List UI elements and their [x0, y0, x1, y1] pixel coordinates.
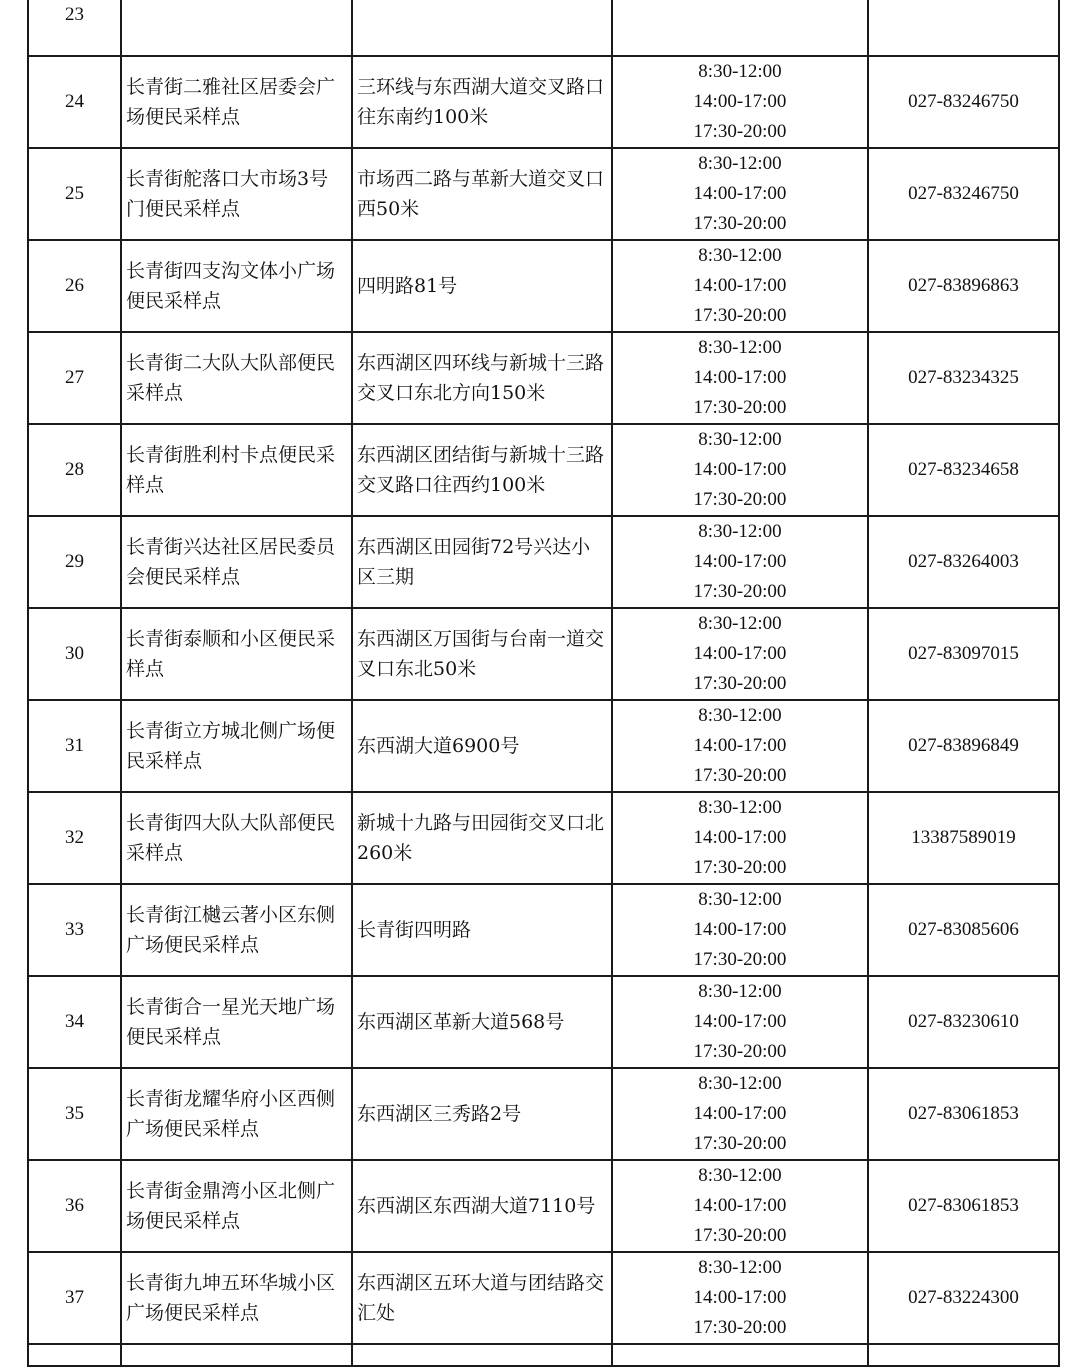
table-row	[28, 1160, 1059, 1252]
hours-slot: 8:30-12:00	[698, 1165, 782, 1186]
row-number: 30	[28, 608, 121, 700]
hours-slot: 17:30-20:00	[693, 213, 787, 234]
hours-slot: 8:30-12:00	[698, 613, 782, 634]
contact-phone: 027-83896849	[868, 700, 1059, 792]
sampling-sites-table	[27, 0, 1060, 1367]
site-name-text: 长青街九坤五环华城小区广场便民采样点	[126, 1272, 336, 1324]
hours-slot: 14:00-17:00	[693, 275, 787, 296]
hours-slot: 8:30-12:00	[698, 521, 782, 542]
table-row	[28, 424, 1059, 516]
empty-cell	[612, 1344, 868, 1366]
contact-phone: 027-83224300	[868, 1252, 1059, 1344]
table-row	[28, 608, 1059, 700]
hours-slot: 17:30-20:00	[693, 489, 787, 510]
table-body	[28, 0, 1059, 1366]
site-address	[352, 332, 612, 424]
contact-phone: 027-83246750	[868, 148, 1059, 240]
site-address	[352, 1252, 612, 1344]
site-name-text: 长青街四支沟文体小广场便民采样点	[126, 260, 336, 312]
site-name-text: 长青街金鼎湾小区北侧广场便民采样点	[126, 1180, 336, 1232]
table-row	[28, 1252, 1059, 1344]
site-name-text: 长青街合一星光天地广场便民采样点	[126, 996, 336, 1048]
hours-slot: 8:30-12:00	[698, 153, 782, 174]
contact-phone: 027-83234325	[868, 332, 1059, 424]
site-address-text: 东西湖区三秀路2号	[357, 1103, 522, 1125]
site-address-text: 东西湖区团结街与新城十三路交叉路口往西约100米	[357, 444, 605, 496]
site-name-text: 长青街四大队大队部便民采样点	[126, 812, 336, 864]
hours-slot: 17:30-20:00	[693, 397, 787, 418]
site-name	[121, 792, 352, 884]
hours-slot: 17:30-20:00	[693, 581, 787, 602]
site-name-text: 长青街龙耀华府小区西侧广场便民采样点	[126, 1088, 336, 1140]
site-address	[352, 700, 612, 792]
row-number: 31	[28, 700, 121, 792]
site-name	[121, 516, 352, 608]
site-address	[352, 240, 612, 332]
hours-slot: 17:30-20:00	[693, 1317, 787, 1338]
site-address-text: 东西湖区四环线与新城十三路交叉口东北方向150米	[357, 352, 605, 404]
empty-cell	[121, 1344, 352, 1366]
site-name-text: 长青街二大队大队部便民采样点	[126, 352, 336, 404]
site-name-text: 长青街二雅社区居委会广场便民采样点	[126, 76, 336, 128]
hours-slot: 14:00-17:00	[693, 1011, 787, 1032]
site-address-text: 东西湖区万国街与台南一道交叉口东北50米	[357, 628, 605, 680]
contact-phone: 027-83246750	[868, 56, 1059, 148]
site-name	[121, 608, 352, 700]
table-row	[28, 148, 1059, 240]
site-name-text: 长青街兴达社区居民委员会便民采样点	[126, 536, 336, 588]
service-hours	[612, 884, 868, 976]
hours-slot: 17:30-20:00	[693, 1041, 787, 1062]
hours-slot: 8:30-12:00	[698, 981, 782, 1002]
site-name-text: 长青街立方城北侧广场便民采样点	[126, 720, 336, 772]
service-hours	[612, 792, 868, 884]
hours-slot: 8:30-12:00	[698, 337, 782, 358]
hours-slot: 8:30-12:00	[698, 889, 782, 910]
hours-slot: 8:30-12:00	[698, 705, 782, 726]
contact-phone: 027-83264003	[868, 516, 1059, 608]
contact-phone: 027-83061853	[868, 1068, 1059, 1160]
site-address-text: 东西湖区革新大道568号	[357, 1011, 565, 1033]
hours-slot: 14:00-17:00	[693, 459, 787, 480]
hours-slot: 17:30-20:00	[693, 121, 787, 142]
row-number: 24	[28, 56, 121, 148]
site-address-text: 东西湖区田园街72号兴达小区三期	[357, 536, 591, 588]
row-number: 33	[28, 884, 121, 976]
table-row	[28, 0, 1059, 56]
site-name	[121, 424, 352, 516]
hours-slot: 14:00-17:00	[693, 1195, 787, 1216]
service-hours	[612, 700, 868, 792]
site-name	[121, 148, 352, 240]
row-number: 28	[28, 424, 121, 516]
table-row	[28, 792, 1059, 884]
empty-cell	[352, 1344, 612, 1366]
contact-phone: 027-83230610	[868, 976, 1059, 1068]
row-number: 23	[28, 0, 121, 56]
table-row	[28, 56, 1059, 148]
table-row	[28, 240, 1059, 332]
site-name	[121, 700, 352, 792]
site-address-text: 长青街四明路	[357, 919, 472, 941]
site-address-text: 东西湖大道6900号	[357, 735, 520, 757]
contact-phone: 027-83085606	[868, 884, 1059, 976]
service-hours	[612, 976, 868, 1068]
site-address	[352, 56, 612, 148]
service-hours	[612, 1160, 868, 1252]
site-name	[121, 976, 352, 1068]
site-address-text: 四明路81号	[357, 275, 458, 297]
site-address-text: 三环线与东西湖大道交叉路口往东南约100米	[357, 76, 605, 128]
contact-phone: 027-83896863	[868, 240, 1059, 332]
contact-phone: 13387589019	[868, 792, 1059, 884]
row-number: 25	[28, 148, 121, 240]
hours-slot: 17:30-20:00	[693, 949, 787, 970]
table-row	[28, 516, 1059, 608]
site-address	[352, 976, 612, 1068]
row-number: 34	[28, 976, 121, 1068]
contact-phone	[868, 0, 1059, 56]
service-hours	[612, 1068, 868, 1160]
hours-slot: 17:30-20:00	[693, 765, 787, 786]
service-hours	[612, 0, 868, 56]
hours-slot: 17:30-20:00	[693, 857, 787, 878]
empty-cell	[868, 1344, 1059, 1366]
hours-slot: 8:30-12:00	[698, 429, 782, 450]
site-name-text: 长青街舵落口大市场3号门便民采样点	[126, 168, 329, 220]
site-address	[352, 792, 612, 884]
hours-slot: 17:30-20:00	[693, 1133, 787, 1154]
empty-cell	[28, 1344, 121, 1366]
hours-slot: 14:00-17:00	[693, 827, 787, 848]
hours-slot: 14:00-17:00	[693, 91, 787, 112]
hours-slot: 8:30-12:00	[698, 1257, 782, 1278]
site-address	[352, 0, 612, 56]
row-number: 26	[28, 240, 121, 332]
hours-slot: 14:00-17:00	[693, 367, 787, 388]
service-hours	[612, 240, 868, 332]
site-name-text: 长青街泰顺和小区便民采样点	[126, 628, 336, 680]
site-name-text: 长青街江樾云著小区东侧广场便民采样点	[126, 904, 336, 956]
service-hours	[612, 608, 868, 700]
contact-phone: 027-83061853	[868, 1160, 1059, 1252]
hours-slot: 14:00-17:00	[693, 919, 787, 940]
table-row	[28, 884, 1059, 976]
site-address	[352, 1160, 612, 1252]
hours-slot: 8:30-12:00	[698, 1073, 782, 1094]
service-hours	[612, 148, 868, 240]
hours-slot: 17:30-20:00	[693, 673, 787, 694]
table-row	[28, 976, 1059, 1068]
site-address	[352, 608, 612, 700]
row-number: 27	[28, 332, 121, 424]
site-address-text: 东西湖区五环大道与团结路交汇处	[357, 1272, 605, 1324]
site-name	[121, 332, 352, 424]
service-hours	[612, 516, 868, 608]
site-name-text: 长青街胜利村卡点便民采样点	[126, 444, 336, 496]
site-address	[352, 148, 612, 240]
site-name	[121, 240, 352, 332]
service-hours	[612, 1252, 868, 1344]
site-name	[121, 1068, 352, 1160]
site-address-text: 东西湖区东西湖大道7110号	[357, 1195, 596, 1217]
hours-slot: 8:30-12:00	[698, 245, 782, 266]
hours-slot: 8:30-12:00	[698, 797, 782, 818]
hours-slot: 17:30-20:00	[693, 1225, 787, 1246]
table-row	[28, 700, 1059, 792]
site-name	[121, 56, 352, 148]
contact-phone: 027-83097015	[868, 608, 1059, 700]
site-address	[352, 424, 612, 516]
site-name	[121, 1252, 352, 1344]
contact-phone: 027-83234658	[868, 424, 1059, 516]
hours-slot: 17:30-20:00	[693, 305, 787, 326]
hours-slot: 14:00-17:00	[693, 643, 787, 664]
hours-slot: 14:00-17:00	[693, 183, 787, 204]
row-number: 35	[28, 1068, 121, 1160]
hours-slot: 8:30-12:00	[698, 61, 782, 82]
table-row-partial	[28, 1344, 1059, 1366]
row-number: 37	[28, 1252, 121, 1344]
table-row	[28, 1068, 1059, 1160]
hours-slot: 14:00-17:00	[693, 1103, 787, 1124]
table-row	[28, 332, 1059, 424]
hours-slot: 14:00-17:00	[693, 735, 787, 756]
service-hours	[612, 424, 868, 516]
site-address	[352, 884, 612, 976]
row-number: 36	[28, 1160, 121, 1252]
row-number: 29	[28, 516, 121, 608]
row-number: 32	[28, 792, 121, 884]
site-address-text: 新城十九路与田园街交叉口北260米	[357, 812, 605, 864]
site-address-text: 市场西二路与革新大道交叉口西50米	[357, 168, 605, 220]
service-hours	[612, 56, 868, 148]
hours-slot: 14:00-17:00	[693, 551, 787, 572]
site-name	[121, 1160, 352, 1252]
site-address	[352, 516, 612, 608]
site-name	[121, 884, 352, 976]
site-address	[352, 1068, 612, 1160]
hours-slot: 14:00-17:00	[693, 1287, 787, 1308]
service-hours	[612, 332, 868, 424]
site-name	[121, 0, 352, 56]
